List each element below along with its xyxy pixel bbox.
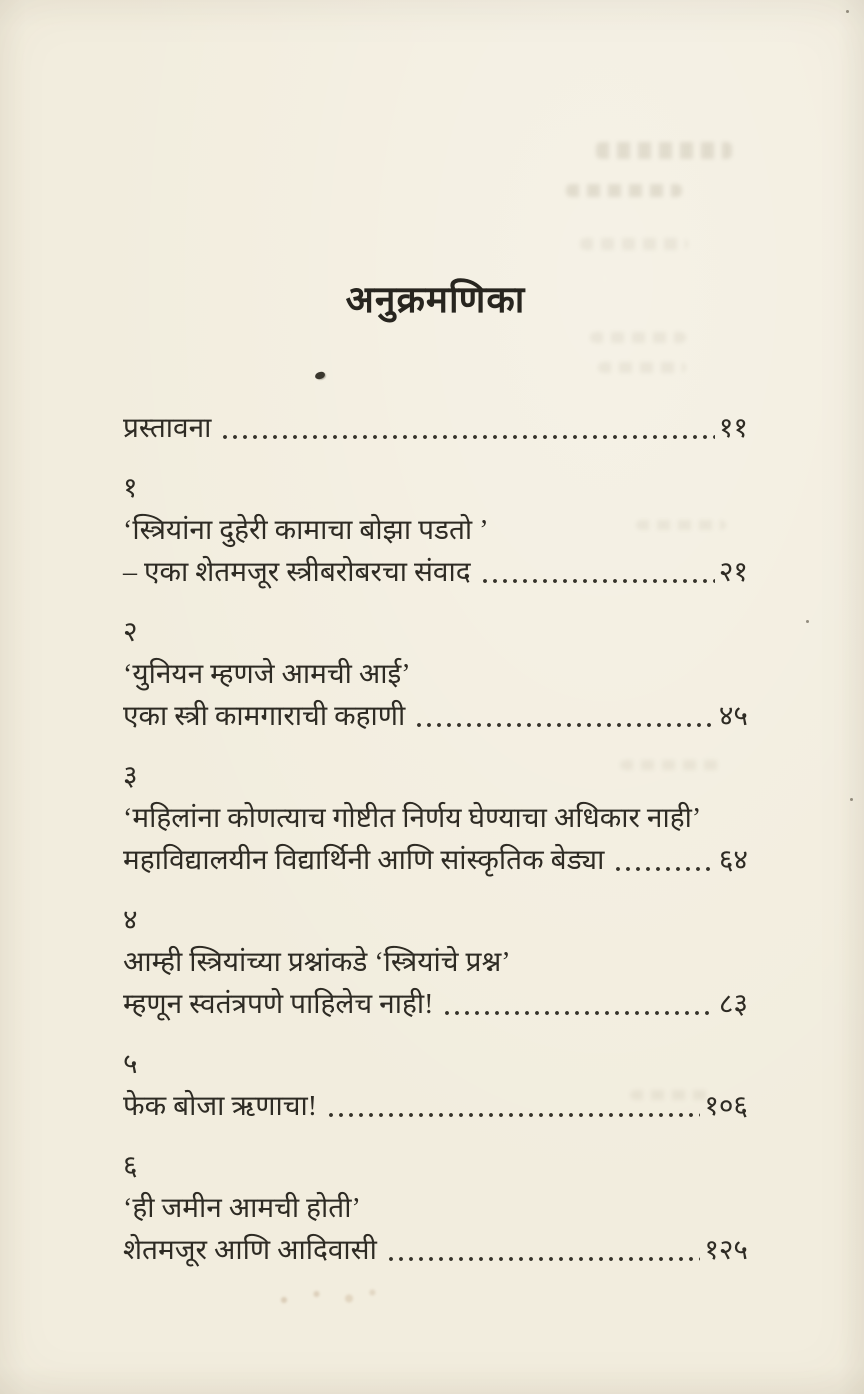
- scan-speck: [806, 620, 809, 623]
- page-number: ४५: [718, 701, 748, 732]
- toc-line: [123, 942, 748, 984]
- chapter-title: आम्ही स्त्रियांच्या प्रश्नांकडे ‘स्त्रियांचे प्रश्न’: [123, 947, 511, 978]
- dot-leader: [384, 1230, 700, 1272]
- chapter-number: १: [123, 473, 138, 504]
- chapter-title: ‘ही जमीन आमची होती’: [123, 1193, 361, 1224]
- chapter-number: ४: [123, 905, 138, 936]
- toc-entry-preface: [123, 408, 748, 450]
- page-number: २१: [718, 557, 748, 588]
- bleed-through-smudge: [598, 362, 686, 373]
- toc-entry-3: [123, 756, 748, 882]
- chapter-number: ५: [123, 1049, 138, 1080]
- toc-line: [123, 510, 748, 552]
- chapter-title: ‘महिलांना कोणत्याच गोष्टीत निर्णय घेण्याचा अधिकार नाही’: [123, 803, 702, 834]
- bleed-through-smudge: [636, 520, 726, 530]
- bleed-through-smudge: [630, 1090, 714, 1100]
- dot-leader: [478, 552, 715, 594]
- toc-entry-1: [123, 468, 748, 594]
- ink-dot-mark: [315, 371, 326, 379]
- toc-line: [123, 1230, 748, 1272]
- page-number: १०६: [704, 1091, 748, 1122]
- toc-line: [123, 1188, 748, 1230]
- chapter-title: ‘स्त्रियांना दुहेरी कामाचा बोझा पडतो ’: [123, 515, 489, 546]
- toc-line: [123, 654, 748, 696]
- page-title: अनुक्रमणिका: [345, 280, 526, 321]
- bleed-through-smudge: [566, 184, 682, 197]
- bleed-through-smudge: [620, 760, 720, 770]
- dot-leader: [218, 408, 714, 450]
- dot-leader: [440, 984, 714, 1026]
- toc-line: [123, 696, 748, 738]
- chapter-number: ३: [123, 761, 138, 792]
- toc-line: [123, 798, 748, 840]
- chapter-subtitle: महाविद्यालयीन विद्यार्थिनी आणि सांस्कृतिक बेड्या: [123, 845, 605, 876]
- toc-line: [123, 840, 748, 882]
- bleed-through-smudge: [590, 332, 686, 343]
- chapter-title: प्रस्तावना: [123, 413, 212, 444]
- page-number: ८३: [718, 989, 748, 1020]
- chapter-subtitle: एका स्त्री कामगाराची कहाणी: [123, 701, 406, 732]
- toc-line: [123, 984, 748, 1026]
- dot-leader: [611, 840, 715, 882]
- chapter-number: २: [123, 617, 138, 648]
- bleed-through-smudge: [596, 142, 732, 159]
- chapter-title: फेक बोजा ऋणाचा!: [123, 1091, 318, 1122]
- chapter-subtitle: शेतमजूर आणि आदिवासी: [123, 1235, 377, 1266]
- toc-line: [123, 552, 748, 594]
- table-of-contents: [123, 408, 748, 1290]
- scan-speck: [846, 10, 849, 13]
- paper-stain: [258, 1282, 388, 1312]
- toc-entry-4: [123, 900, 748, 1026]
- toc-entry-6: [123, 1146, 748, 1272]
- scan-speck: [850, 798, 853, 801]
- toc-entry-5: [123, 1044, 748, 1128]
- page-number: १२५: [704, 1235, 748, 1266]
- toc-entry-2: [123, 612, 748, 738]
- chapter-title: ‘युनियन म्हणजे आमची आई’: [123, 659, 411, 690]
- chapter-subtitle: म्हणून स्वतंत्रपणे पाहिलेच नाही!: [123, 989, 434, 1020]
- toc-line: [123, 408, 748, 450]
- chapter-subtitle: – एका शेतमजूर स्त्रीबरोबरचा संवाद: [123, 557, 471, 588]
- dot-leader: [412, 696, 715, 738]
- chapter-number: ६: [123, 1151, 138, 1182]
- bleed-through-smudge: [580, 238, 688, 250]
- page-number: ११: [718, 413, 748, 444]
- page-number: ६४: [718, 845, 748, 876]
